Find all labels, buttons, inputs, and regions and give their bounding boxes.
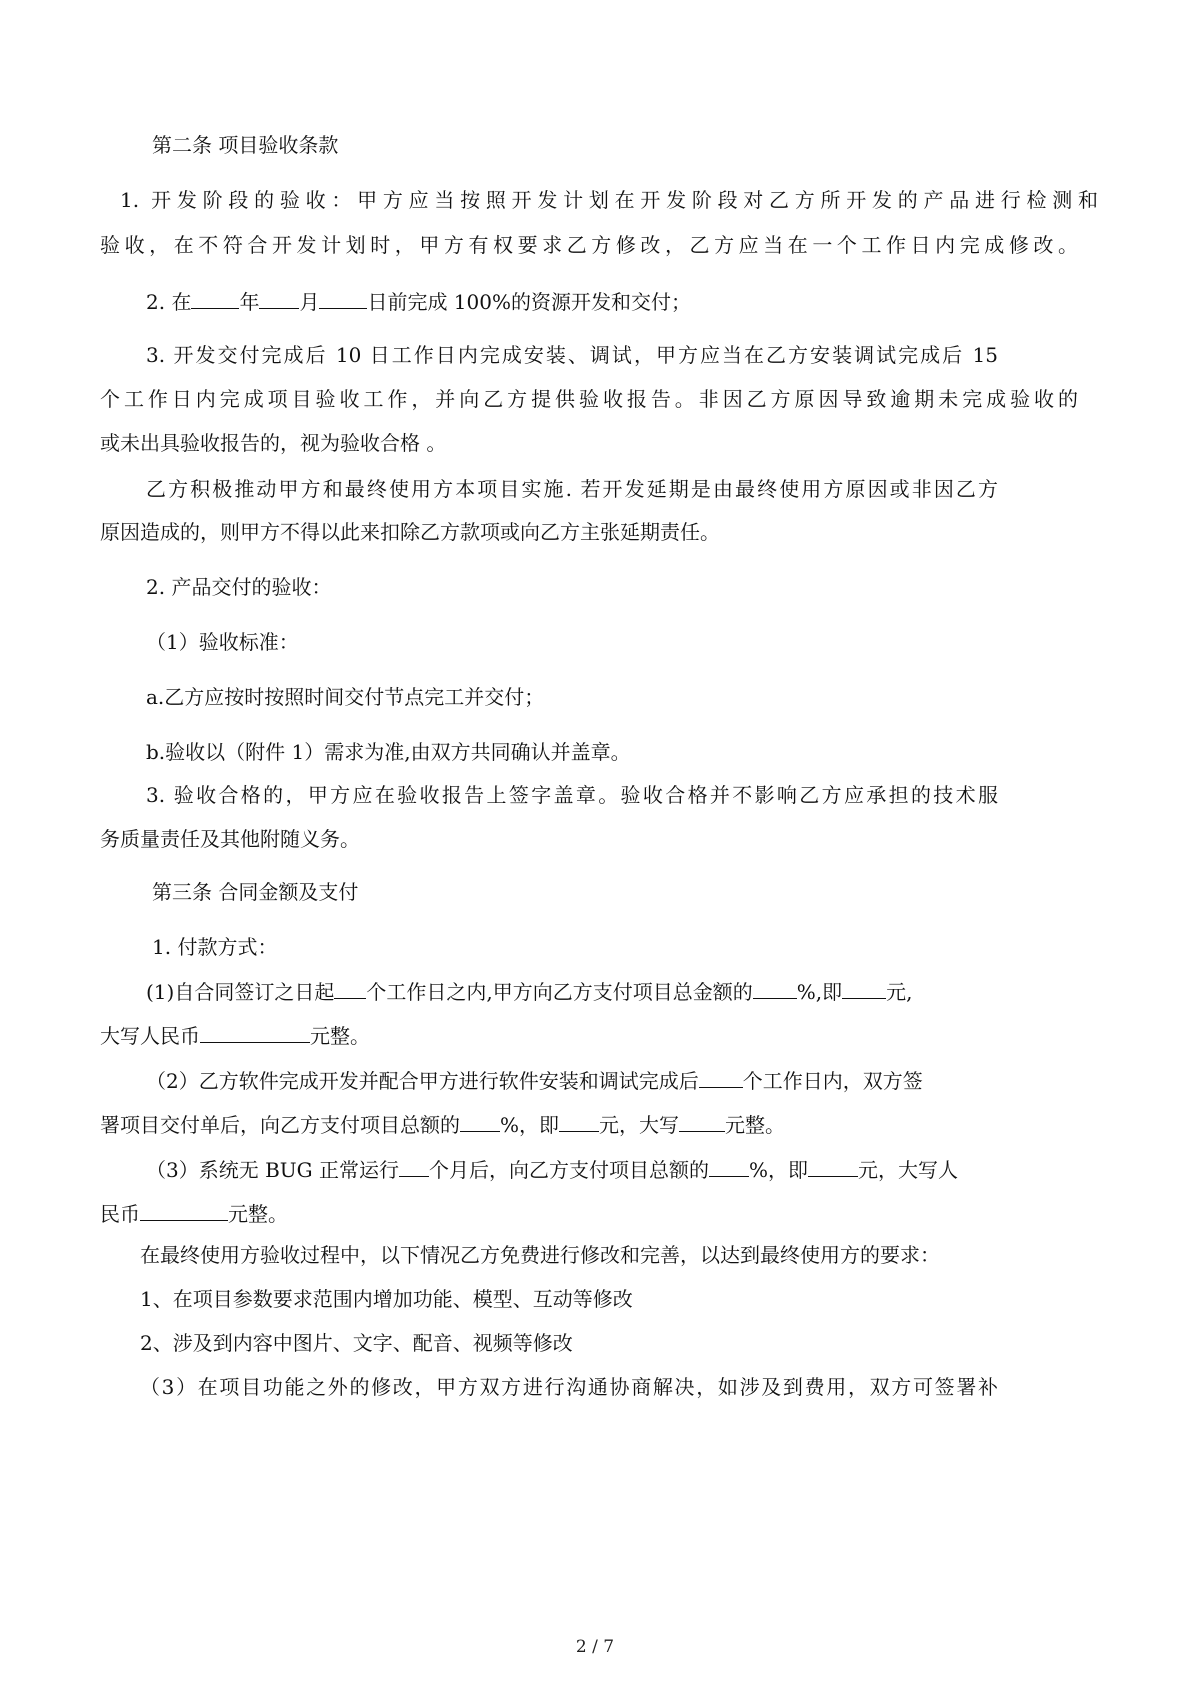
blank-day <box>319 288 367 309</box>
text-fragment: 日前完成 100%的资源开发和交付； <box>367 290 691 314</box>
blank-percent <box>753 978 797 999</box>
text-fragment: 元整。 <box>310 1024 370 1048</box>
paragraph-line: （1）验收标准： <box>146 630 299 654</box>
text-fragment: 元, <box>886 980 913 1004</box>
text-fragment: （3）系统无 BUG 正常运行 <box>146 1158 399 1182</box>
text-fragment: 元，大写人 <box>857 1158 958 1182</box>
text-fragment: 月 <box>299 290 320 314</box>
text-fragment: 大写人民币 <box>100 1024 200 1048</box>
paragraph-line: 个工作日内完成项目验收工作，并向乙方提供验收报告。非因乙方原因导致逾期未完成验收的 <box>100 387 1078 411</box>
paragraph-line: 务质量责任及其他附随义务。 <box>100 827 360 851</box>
text-fragment: %，即 <box>500 1113 560 1137</box>
paragraph-line: 1. 开发阶段的验收：甲方应当按照开发计划在开发阶段对乙方所开发的产品进行检测和 <box>120 188 1098 212</box>
blank-months <box>399 1156 429 1177</box>
payment-line <box>146 1156 958 1182</box>
text-fragment: 个工作日内，双方签 <box>742 1069 923 1093</box>
payment-line <box>146 978 912 1004</box>
paragraph-line: （3）在项目功能之外的修改，甲方双方进行沟通协商解决，如涉及到费用，双方可签署补 <box>140 1375 998 1399</box>
blank-amount <box>559 1111 599 1132</box>
payment-line <box>100 1200 288 1226</box>
text-fragment: 个月后，向乙方支付项目总额的 <box>428 1158 709 1182</box>
text-fragment: （2）乙方软件完成开发并配合甲方进行软件安装和调试完成后 <box>146 1069 699 1093</box>
text-fragment: 个工作日之内,甲方向乙方支付项目总金额的 <box>366 980 753 1004</box>
payment-line <box>100 1111 785 1137</box>
deadline-line <box>146 288 691 314</box>
text-fragment: 民币 <box>100 1202 140 1226</box>
text-fragment: %,即 <box>796 980 843 1004</box>
paragraph-line: 乙方积极推动甲方和最终使用方本项目实施. 若开发延期是由最终使用方原因或非因乙方 <box>146 477 998 501</box>
blank-days <box>334 978 366 999</box>
paragraph-line: a.乙方应按时按照时间交付节点完工并交付； <box>146 685 545 709</box>
blank-year <box>191 288 239 309</box>
blank-percent <box>460 1111 500 1132</box>
paragraph-line: 2. 产品交付的验收： <box>146 575 332 599</box>
payment-line <box>146 1067 923 1093</box>
paragraph-line: 或未出具验收报告的，视为验收合格 。 <box>100 431 447 455</box>
blank-amount-words <box>140 1200 228 1221</box>
paragraph-line: 3. 开发交付完成后 10 日工作日内完成安装、调试，甲方应当在乙方安装调试完成后 15 <box>146 343 998 367</box>
page-number: 2 / 7 <box>575 1637 615 1657</box>
text-fragment: 元整。 <box>228 1202 288 1226</box>
text-fragment: (1)自合同签订之日起 <box>146 980 335 1004</box>
text-fragment: 元，大写 <box>599 1113 680 1137</box>
text-fragment: 署项目交付单后，向乙方支付项目总额的 <box>100 1113 460 1137</box>
paragraph-line: 在最终使用方验收过程中，以下情况乙方免费进行修改和完善，以达到最终使用方的要求： <box>140 1243 940 1267</box>
payment-line <box>100 1022 370 1048</box>
paragraph-line: 3. 验收合格的，甲方应在验收报告上签字盖章。验收合格并不影响乙方应承担的技术服 <box>146 783 998 807</box>
blank-amount-words <box>200 1022 310 1043</box>
paragraph-line: 验收，在不符合开发计划时，甲方有权要求乙方修改，乙方应当在一个工作日内完成修改。 <box>100 233 1078 257</box>
text-fragment: 2. 在 <box>146 290 192 314</box>
blank-month <box>259 288 299 309</box>
blank-amount <box>808 1156 858 1177</box>
blank-amount-words <box>679 1111 725 1132</box>
list-item: 2、涉及到内容中图片、文字、配音、视频等修改 <box>140 1331 573 1355</box>
text-fragment: 年 <box>239 290 260 314</box>
article-2-title: 第二条 项目验收条款 <box>152 133 339 157</box>
blank-days <box>699 1067 743 1088</box>
blank-amount <box>842 978 886 999</box>
paragraph-line: b.验收以（附件 1）需求为准,由双方共同确认并盖章。 <box>146 740 631 764</box>
blank-percent <box>709 1156 749 1177</box>
list-item: 1、在项目参数要求范围内增加功能、模型、互动等修改 <box>140 1287 633 1311</box>
article-3-title: 第三条 合同金额及支付 <box>152 880 359 904</box>
paragraph-line: 原因造成的，则甲方不得以此来扣除乙方款项或向乙方主张延期责任。 <box>100 520 720 544</box>
text-fragment: %，即 <box>748 1158 808 1182</box>
text-fragment: 元整。 <box>725 1113 786 1137</box>
paragraph-line: 1. 付款方式： <box>152 935 278 959</box>
